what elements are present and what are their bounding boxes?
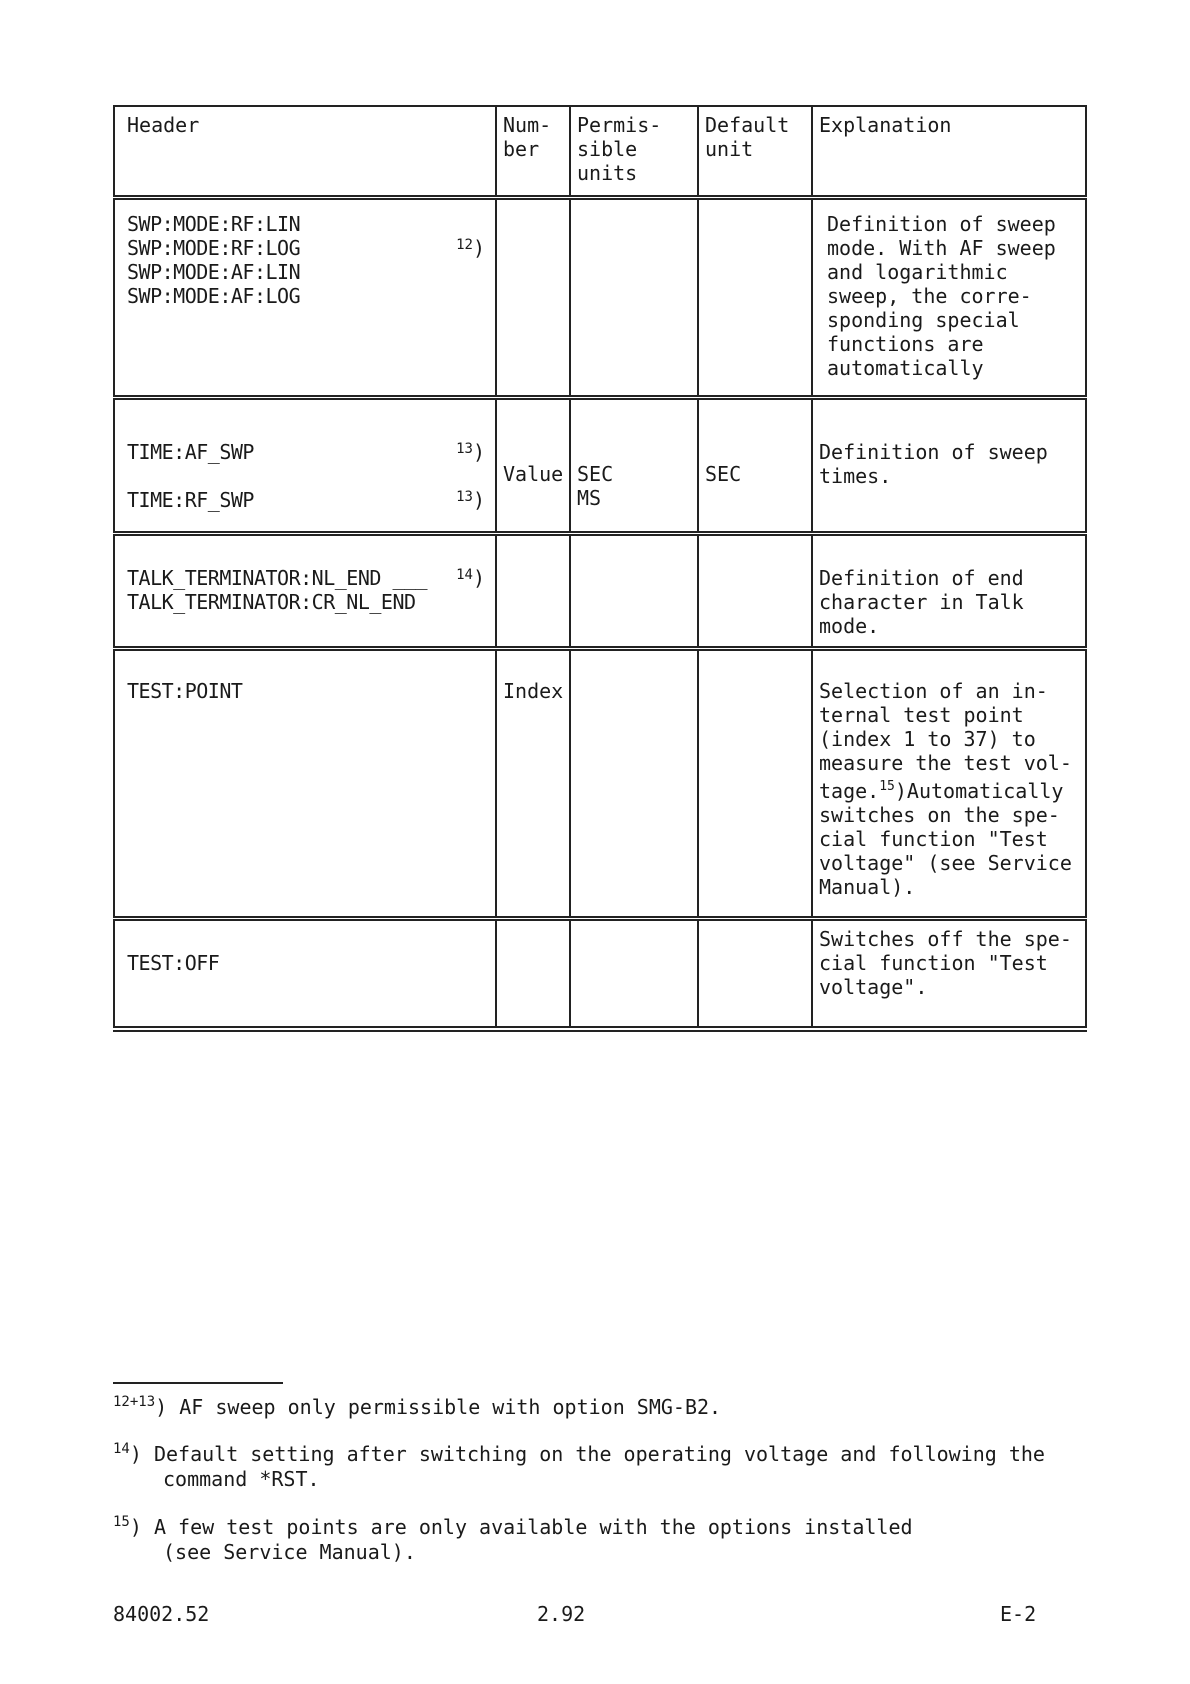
command-line: SWP:MODE:RF:LOG 12) <box>127 236 491 260</box>
footnote: $^{14}$) Default setting after switching on the operating voltage and following the command *RST. <box>113 1441 1045 1491</box>
footnote-ref: 12) <box>456 236 485 260</box>
units-cell <box>570 198 698 398</box>
table-row <box>114 649 1086 919</box>
table-row <box>114 534 1086 649</box>
number-cell <box>496 919 570 1029</box>
explanation-cell: Definition of sweep times. <box>812 398 1086 534</box>
column-header-units: Permis- sible units <box>570 106 698 198</box>
command-table <box>113 105 1087 1032</box>
table-row <box>114 398 1086 534</box>
header-cell <box>114 649 496 919</box>
units-cell: SEC MS <box>570 398 698 534</box>
units-cell <box>570 919 698 1029</box>
page-number: E-2 <box>1000 1602 1037 1626</box>
explanation-cell: Selection of an in-ternal test point (index 1 to 37) to measure the test vol-tage.$^{15}$)Automatically switches on the spe-cial function "Test voltage" (see Service Manual). <box>812 649 1086 919</box>
command-line: TEST:POINT <box>127 679 243 703</box>
document-date: 2.92 <box>537 1602 586 1626</box>
default-unit-cell <box>698 534 812 649</box>
command-line: SWP:MODE:AF:LIN <box>127 260 301 284</box>
column-header-header: Header <box>114 106 496 198</box>
footnote-ref: 14) <box>456 566 485 590</box>
explanation-cell: Switches off the spe-cial function "Test voltage". <box>812 919 1086 1029</box>
command-line: TALK_TERMINATOR:NL_END ___ 14) <box>127 566 491 590</box>
explanation-cell: Definition of end character in Talk mode. <box>812 534 1086 649</box>
table-header-row <box>114 106 1086 198</box>
default-unit-cell <box>698 649 812 919</box>
footnote-ref: 15 <box>879 779 895 794</box>
number-cell: Index <box>496 649 570 919</box>
command-line: TIME:AF_SWP 13) <box>127 440 491 464</box>
table-row <box>114 198 1086 398</box>
command-line: SWP:MODE:RF:LIN <box>127 212 301 236</box>
footnote-ref: 13) <box>456 488 485 512</box>
table-row <box>114 919 1086 1029</box>
footnote-separator <box>113 1382 283 1384</box>
explanation-cell: Definition of sweep mode. With AF sweep and logarithmic sweep, the corre-sponding special functions are automatically <box>812 198 1086 398</box>
number-cell <box>496 534 570 649</box>
footnote: $^{12+13}$) AF sweep only permissible with option SMG-B2. <box>113 1394 722 1419</box>
column-header-default-unit: Default unit <box>698 106 812 198</box>
header-cell <box>114 534 496 649</box>
units-cell <box>570 649 698 919</box>
command-line: TEST:OFF <box>127 951 220 975</box>
default-unit-cell <box>698 919 812 1029</box>
default-unit-cell: SEC <box>698 398 812 534</box>
command-line: TIME:RF_SWP 13) <box>127 488 491 512</box>
command-line: TALK_TERMINATOR:CR_NL_END <box>127 590 416 614</box>
units-cell <box>570 534 698 649</box>
column-header-explanation: Explanation <box>812 106 1086 198</box>
header-cell <box>114 919 496 1029</box>
default-unit-cell <box>698 198 812 398</box>
footnote-ref: 13) <box>456 440 485 464</box>
number-cell <box>496 198 570 398</box>
footnote: $^{15}$) A few test points are only available with the options installed (see Service Manual). <box>113 1514 913 1564</box>
command-line: SWP:MODE:AF:LOG <box>127 284 301 308</box>
document-number: 84002.52 <box>113 1602 210 1626</box>
header-cell <box>114 398 496 534</box>
header-cell <box>114 198 496 398</box>
column-header-number: Num- ber <box>496 106 570 198</box>
number-cell: Value <box>496 398 570 534</box>
